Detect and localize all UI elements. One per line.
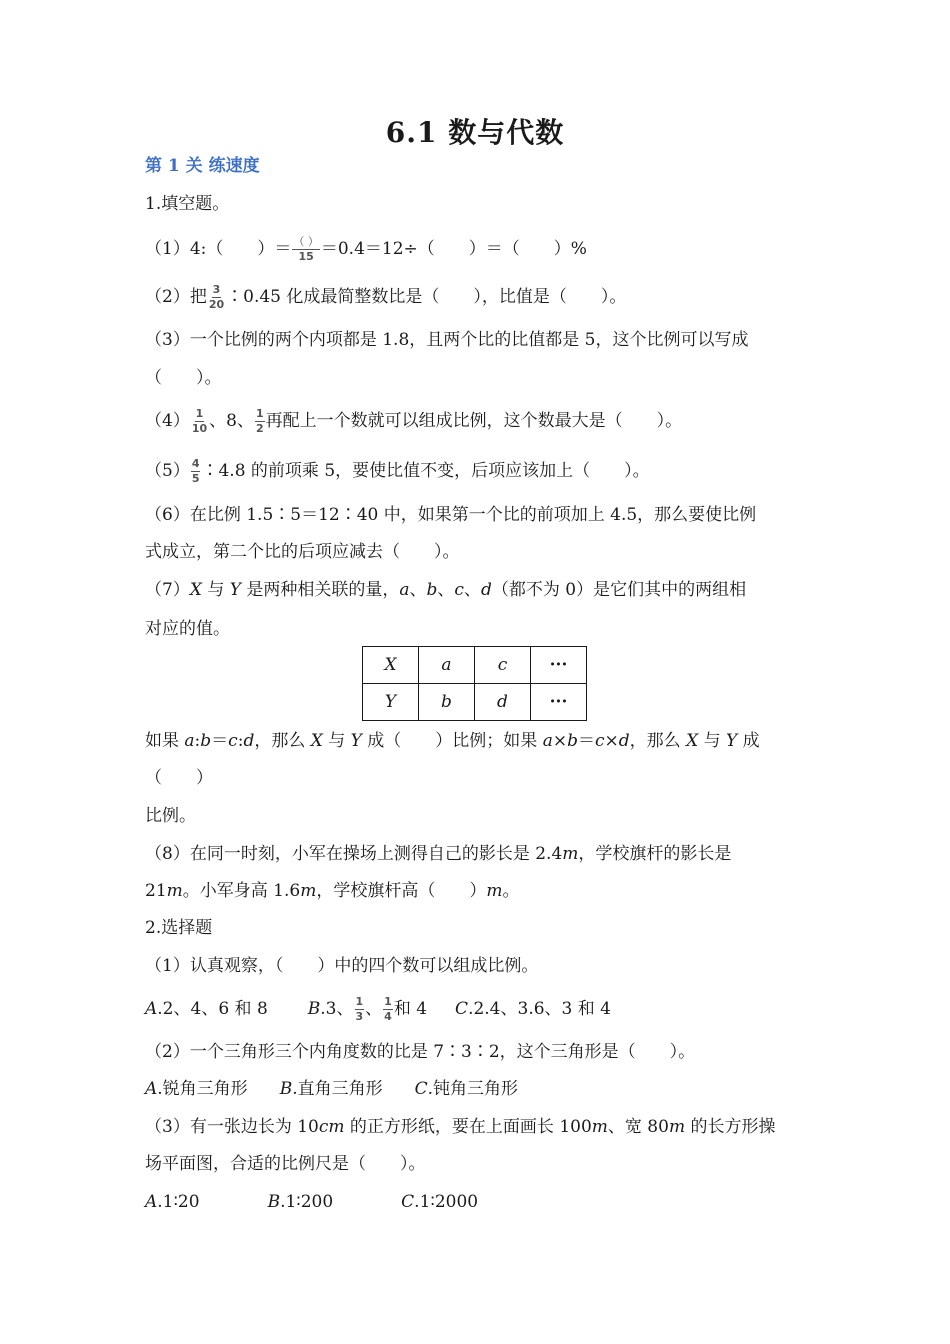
fraction: $\frac{( )}{15}$	[293, 235, 319, 263]
q1-item-2: （2）把 $\frac{3}{20}$ ∶0.45 化成最简整数比是（ ），比值是（ ）。	[145, 283, 627, 311]
option-c: C.2.4、3.6、3 和 4	[455, 999, 611, 1019]
q2-item-3-line2: 场平面图，合适的比例尺是（ ）。	[145, 1154, 426, 1174]
table-cell: Y	[363, 684, 419, 721]
fraction: $\frac{4}{5}$	[191, 457, 200, 485]
table-cell: ···	[531, 684, 587, 721]
option-a: A.2、4、6 和 8	[145, 999, 268, 1019]
fraction: $\frac{1}{4}$	[384, 995, 392, 1023]
q1-item-7-line5: 比例。	[145, 806, 196, 826]
table-cell: c	[475, 647, 531, 684]
q2-item-1: （1）认真观察，（ ）中的四个数可以组成比例。	[145, 956, 539, 976]
q2-heading: 2.选择题	[145, 918, 213, 938]
q1-item-5: （5） $\frac{4}{5}$ ∶4.8 的前项乘 5，要使比值不变，后项应该加上（ ）。	[145, 457, 650, 485]
page-title: 6.1 数与代数	[385, 116, 565, 149]
table-row	[363, 684, 587, 721]
table-cell: b	[419, 684, 475, 721]
q1-item-4: （4） $\frac{1}{10}$ 、8、 $\frac{1}{2}$ 再配上一个数就可以组成比例，这个数最大是（ ）。	[145, 407, 683, 435]
table-cell: a	[419, 647, 475, 684]
q1-item-3-line1: （3）一个比例的两个内项都是 1.8，且两个比的比值都是 5，这个比例可以写成	[145, 330, 749, 350]
q1-item-7-line2: 对应的值。	[145, 619, 230, 639]
q2-item-2-options	[145, 1077, 518, 1101]
fraction: $\frac{1}{2}$	[255, 407, 264, 435]
section-heading: 第 1 关 练速度	[145, 156, 260, 176]
q1-item-6-line1: （6）在比例 1.5∶5＝12∶40 中，如果第一个比的前项加上 4.5，那么要使比例	[145, 505, 757, 525]
q1-item-1: （1）4:（ ）＝ $\frac{( )}{15}$ ＝0.4＝12÷（ ）＝（ ）%	[145, 235, 587, 263]
q1-item-6-line2: 式成立，第二个比的后项应减去（ ）。	[145, 542, 460, 562]
q2-item-3-line1: （3）有一张边长为 10cm 的正方形纸，要在上面画长 100m、宽 80m 的长方形操	[145, 1117, 776, 1137]
table-cell: X	[363, 647, 419, 684]
q2-item-1-options	[145, 996, 611, 1023]
q1-item-8-line1: （8）在同一时刻，小军在操场上测得自己的影长是 2.4m，学校旗杆的影长是	[145, 844, 732, 864]
option-c: C.钝角三角形	[414, 1079, 519, 1099]
option-b: B.3、 $\frac{1}{3}$ 、 $\frac{1}{4}$ 和 4	[307, 995, 428, 1023]
table-cell: ···	[531, 647, 587, 684]
option-b: B.直角三角形	[279, 1079, 383, 1099]
q2-item-2: （2）一个三角形三个内角度数的比是 7∶3∶2，这个三角形是（ ）。	[145, 1042, 696, 1062]
option-c: C.1∶2000	[401, 1192, 479, 1212]
table-cell: d	[475, 684, 531, 721]
fraction: $\frac{3}{20}$	[208, 283, 225, 311]
q1-item-8-line2: 21m。小军身高 1.6m，学校旗杆高（ ）m。	[145, 881, 520, 901]
table-row	[363, 647, 587, 684]
q1-item-7-line1: （7）X 与 Y 是两种相关联的量，a、b、c、d（都不为 0）是它们其中的两组相	[145, 580, 747, 600]
fraction: $\frac{1}{10}$	[191, 407, 208, 435]
xy-table	[362, 646, 587, 721]
fraction: $\frac{1}{3}$	[355, 995, 364, 1023]
option-a: A.1∶20	[145, 1192, 200, 1212]
q1-heading: 1.填空题。	[145, 194, 230, 214]
q1-item-7-line3: 如果 a:b＝c:d，那么 X 与 Y 成（ ）比例；如果 a×b＝c×d，那么 X 与 Y 成	[145, 731, 760, 751]
q2-item-3-options	[145, 1190, 478, 1214]
option-a: A.锐角三角形	[145, 1079, 248, 1099]
option-b: B.1∶200	[267, 1192, 334, 1212]
q1-item-7-line4: （ ）	[145, 768, 213, 788]
q1-item-3-line2: （ ）。	[145, 368, 222, 388]
